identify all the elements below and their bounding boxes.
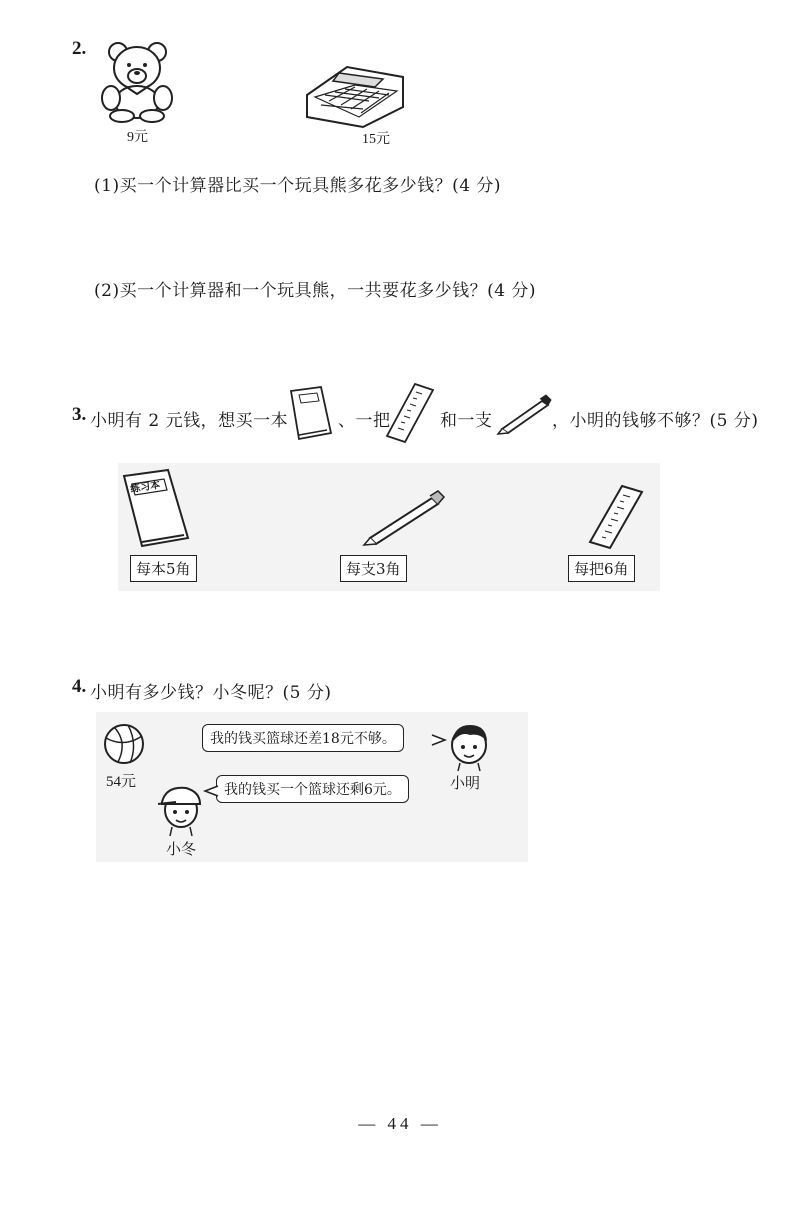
pencil-small-icon xyxy=(496,395,552,435)
ruler-price-tag: 每把6角 xyxy=(568,555,635,582)
ruler-icon xyxy=(586,484,646,550)
bear-price: 9元 xyxy=(127,130,148,145)
ruler-small-icon xyxy=(385,382,437,444)
bubble-tail-xiaodong xyxy=(205,785,219,797)
bubble-tail-xiaoming xyxy=(432,734,446,746)
xiaodong-avatar xyxy=(156,784,206,836)
question-3-text-b: 、一把 xyxy=(338,411,391,431)
question-2-number: 2. xyxy=(72,38,87,59)
question-3-number: 3. xyxy=(72,404,87,425)
notebook-label: 练习本 xyxy=(129,479,161,496)
teddy-bear-icon xyxy=(100,40,175,122)
question-4-text: 小明有多少钱？小冬呢？(5 分) xyxy=(90,683,332,703)
speech-bubble-xiaoming: 我的钱买篮球还差18元不够。 xyxy=(202,724,404,752)
basketball-price: 54元 xyxy=(106,774,137,790)
pencil-price-tag: 每支3角 xyxy=(340,555,407,582)
question-2-part-1: (1)买一个计算器比买一个玩具熊多花多少钱？(4 分) xyxy=(94,176,502,196)
xiaodong-name: 小冬 xyxy=(166,840,197,858)
calculator-icon xyxy=(305,65,405,130)
question-3-text-a: 小明有 2 元钱，想买一本 xyxy=(90,411,289,431)
notebook-price-tag: 每本5角 xyxy=(130,555,197,582)
page-number: — 44 — xyxy=(358,1114,442,1133)
notebook-small-icon xyxy=(287,385,335,441)
calculator-price: 15元 xyxy=(362,132,390,147)
xiaoming-name: 小明 xyxy=(450,774,481,792)
speech-bubble-xiaodong: 我的钱买一个篮球还剩6元。 xyxy=(216,775,409,803)
pencil-icon xyxy=(362,490,447,546)
question-4-number: 4. xyxy=(72,676,87,697)
question-2-part-2: (2)买一个计算器和一个玩具熊，一共要花多少钱？(4 分) xyxy=(94,281,537,301)
question-3-text-d: ，小明的钱够不够？(5 分) xyxy=(552,411,759,431)
basketball-icon xyxy=(102,722,146,766)
xiaoming-avatar xyxy=(446,721,492,771)
question-3-text-c: 和一支 xyxy=(440,411,493,431)
